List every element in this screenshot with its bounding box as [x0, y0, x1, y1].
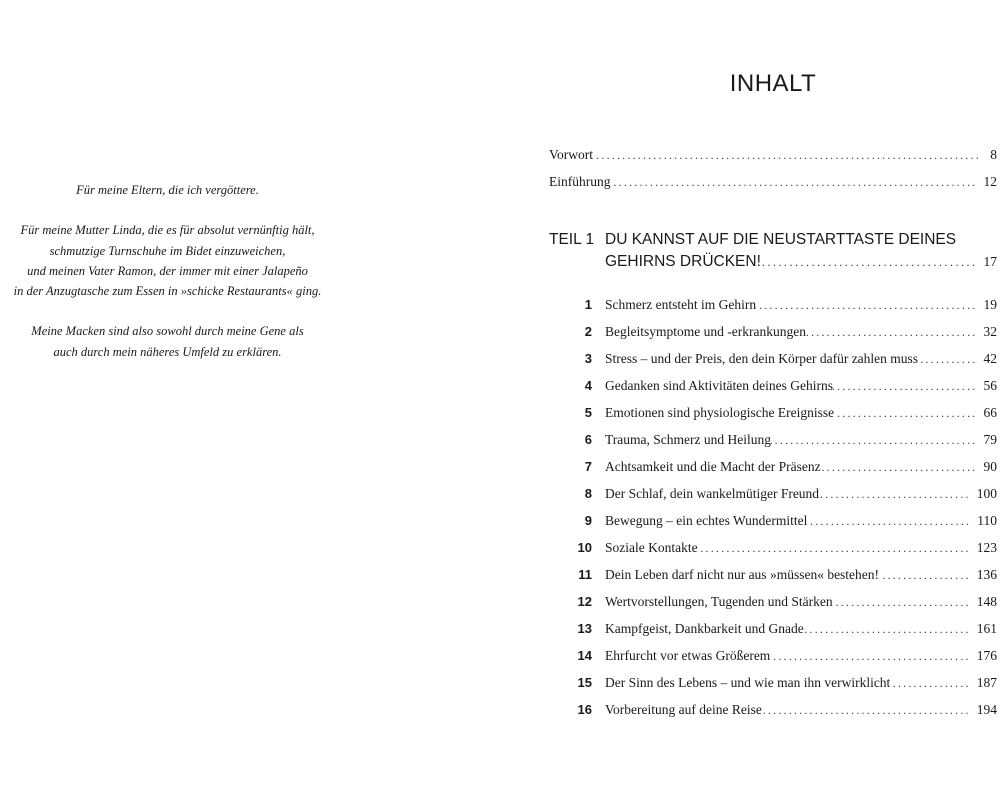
- chapter-title: Emotionen sind physiologische Ereignisse: [605, 405, 835, 420]
- chapter-title: Der Schlaf, dein wankelmütiger Freund: [605, 486, 820, 501]
- chapter-title: Der Sinn des Lebens – und wie man ihn verwirklicht: [605, 675, 891, 690]
- chapter-number: 6: [584, 432, 592, 447]
- chapter-title: Soziale Kontakte: [605, 540, 698, 555]
- dedication-line: in der Anzugtasche zum Essen in »schicke Restaurants« ging.: [13, 284, 322, 298]
- chapter-title: Stress – und der Preis, den dein Körper dafür zahlen muss: [605, 351, 919, 366]
- dot-leader: [771, 430, 984, 450]
- toc-page-number: 123: [976, 540, 997, 555]
- toc-chapter-entry[interactable]: [549, 592, 997, 612]
- chapter-number: 15: [577, 675, 592, 690]
- dot-leader: [890, 673, 976, 693]
- toc-chapter-entry[interactable]: [549, 322, 997, 342]
- chapter-title: Kampfgeist, Dankbarkeit und Gnade: [605, 621, 804, 636]
- toc-entry-einfuehrung[interactable]: [549, 172, 997, 192]
- toc-page-number: 56: [983, 378, 997, 393]
- toc-page-number: 32: [983, 324, 997, 339]
- chapter-title: Trauma, Schmerz und Heilung: [605, 432, 771, 447]
- toc-page-number: 66: [983, 405, 997, 420]
- dot-leader: [593, 145, 987, 165]
- toc-chapter-entry[interactable]: [549, 511, 997, 531]
- toc-page-number: 79: [983, 432, 997, 447]
- toc-page-number: 42: [983, 351, 997, 366]
- toc-entry-vorwort[interactable]: [549, 145, 997, 165]
- dot-leader: [821, 457, 984, 477]
- toc-part-heading-continued[interactable]: [549, 251, 997, 273]
- part-title-line: GEHIRNS DRÜCKEN!: [605, 253, 761, 270]
- toc-chapter-entry[interactable]: [549, 295, 997, 315]
- toc-page-number: 100: [976, 486, 997, 501]
- dot-leader: [804, 619, 977, 639]
- toc-chapter-entry[interactable]: [549, 646, 997, 666]
- dot-leader: [834, 403, 983, 423]
- toc-page-number: 148: [976, 594, 997, 609]
- dot-leader: [762, 700, 977, 720]
- chapter-title: Begleitsymptome und -erkrankungen: [605, 324, 806, 339]
- dot-leader: [833, 592, 977, 612]
- toc-page-number: 8: [990, 147, 997, 162]
- toc-chapter-entry[interactable]: [549, 376, 997, 396]
- toc-chapter-entry[interactable]: [549, 565, 997, 585]
- dot-leader: [918, 349, 983, 369]
- chapter-title: Gedanken sind Aktivitäten deines Gehirns: [605, 378, 833, 393]
- toc-page-number: 194: [976, 702, 997, 717]
- part-title-line: DU KANNST AUF DIE NEUSTARTTASTE DEINES: [605, 231, 957, 248]
- chapter-number: 7: [584, 459, 592, 474]
- part-label: TEIL 1: [549, 231, 595, 248]
- chapter-title: Vorbereitung auf deine Reise: [605, 702, 762, 717]
- toc-page-number: 12: [983, 174, 997, 189]
- toc-chapter-entry[interactable]: [549, 484, 997, 504]
- chapter-number: 8: [584, 486, 592, 501]
- toc-chapter-entry[interactable]: [549, 619, 997, 639]
- chapter-number: 16: [577, 702, 592, 717]
- toc-page-number: 176: [976, 648, 997, 663]
- dedication-paragraph: [0, 321, 335, 361]
- dot-leader: [879, 565, 977, 585]
- toc-title: INHALT: [729, 70, 817, 97]
- dot-leader: [833, 376, 984, 396]
- dedication: [0, 180, 335, 382]
- toc-chapter-entry[interactable]: [549, 430, 997, 450]
- chapter-number: 2: [584, 324, 592, 339]
- chapter-number: 1: [584, 297, 592, 312]
- chapter-number: 12: [577, 594, 592, 609]
- dot-leader: [819, 484, 977, 504]
- toc-page-number: 161: [976, 621, 997, 636]
- toc-page-number: 110: [977, 513, 997, 528]
- toc-page-number: 17: [983, 254, 997, 269]
- chapter-title: Achtsamkeit und die Macht der Präsenz: [605, 459, 821, 474]
- chapter-title: Ehrfurcht vor etwas Größerem: [605, 648, 771, 663]
- dot-leader: [807, 511, 977, 531]
- toc-entry-label: Vorwort: [549, 147, 594, 162]
- chapter-number: 10: [577, 540, 592, 555]
- chapter-number: 3: [584, 351, 592, 366]
- toc-page-number: 136: [976, 567, 997, 582]
- dot-leader: [611, 172, 984, 192]
- chapter-number: 11: [578, 567, 592, 582]
- toc-chapter-entry[interactable]: [549, 349, 997, 369]
- toc-chapter-entry[interactable]: [549, 538, 997, 558]
- toc-page-number: 19: [983, 297, 997, 312]
- chapter-title: Schmerz entsteht im Gehirn: [605, 297, 757, 312]
- chapter-number: 4: [584, 378, 592, 393]
- dedication-line: Für meine Eltern, die ich vergöttere.: [76, 183, 259, 197]
- table-of-contents: [549, 0, 997, 800]
- dedication-line: Für meine Mutter Linda, die es für absolut vernünftig hält,: [20, 223, 315, 238]
- toc-page-number: 187: [976, 675, 997, 690]
- dedication-line: Meine Macken sind also sowohl durch meine Gene als: [31, 324, 304, 339]
- dot-leader: [756, 295, 983, 315]
- dot-leader: [698, 538, 977, 558]
- chapter-title: Bewegung – ein echtes Wundermittel: [605, 513, 808, 528]
- chapter-number: 9: [584, 513, 592, 528]
- dedication-line: schmutzige Turnschuhe im Bidet einzuweichen,: [49, 243, 286, 258]
- dot-leader: [761, 251, 984, 273]
- dot-leader: [770, 646, 976, 666]
- chapter-title: Wertvorstellungen, Tugenden und Stärken: [605, 594, 833, 609]
- toc-chapter-entry[interactable]: [549, 673, 997, 693]
- chapter-number: 13: [577, 621, 592, 636]
- dot-leader: [806, 322, 984, 342]
- toc-chapter-entry[interactable]: [549, 700, 997, 720]
- toc-page-number: 90: [983, 459, 997, 474]
- toc-entry-label: Einführung: [549, 174, 611, 189]
- chapter-number: 14: [577, 648, 592, 663]
- chapter-number: 5: [584, 405, 592, 420]
- dedication-line: auch durch mein näheres Umfeld zu erklären.: [53, 344, 282, 359]
- dedication-line: und meinen Vater Ramon, der immer mit einer Jalapeño: [27, 263, 308, 278]
- dedication-paragraph: [0, 220, 335, 301]
- toc-chapter-entry[interactable]: [549, 403, 997, 423]
- toc-chapter-entry[interactable]: [549, 457, 997, 477]
- chapter-title: Dein Leben darf nicht nur aus »müssen« bestehen!: [605, 567, 880, 582]
